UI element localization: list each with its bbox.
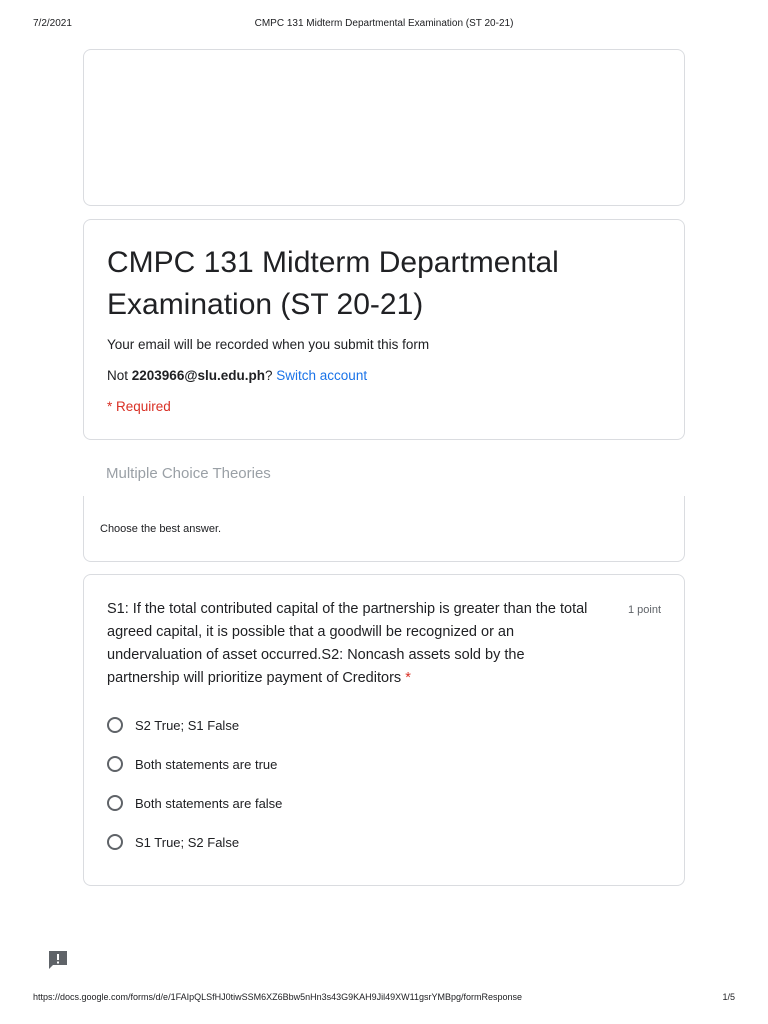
radio-button[interactable] <box>107 717 123 733</box>
option-label: Both statements are true <box>135 756 278 772</box>
required-note: * Required <box>107 399 171 414</box>
option-1[interactable] <box>107 715 239 735</box>
option-2[interactable] <box>107 754 277 774</box>
account-prefix: Not <box>107 368 132 383</box>
account-suffix: ? <box>265 368 273 383</box>
section-description: Choose the best answer. <box>100 523 222 535</box>
required-asterisk: * <box>405 670 411 686</box>
account-line <box>107 368 367 383</box>
radio-button[interactable] <box>107 795 123 811</box>
radio-button[interactable] <box>107 756 123 772</box>
print-url: https://docs.google.com/forms/d/e/1FAIpQLSfHJ0tiwSSM6XZ6Bbw5nHn3s43G9KAH9Jil49XW11gsrYMBpg/formResponse <box>33 992 523 1002</box>
option-label: Both statements are false <box>135 795 283 811</box>
section-description-card <box>83 496 685 562</box>
option-3[interactable] <box>107 793 282 813</box>
question-body: S1: If the total contributed capital of the partnership is greater than the total agreed capital, it is possible that a goodwill be recognized or an undervaluation of asset occurred.S2: Noncash assets sold by the partnership will prioritize payment of Creditors <box>107 601 588 686</box>
form-title: CMPC 131 Midterm Departmental Examination (ST 20-21) <box>107 246 559 321</box>
feedback-icon[interactable] <box>47 950 69 970</box>
question-card <box>83 574 685 886</box>
print-page-number: 1/5 <box>722 992 735 1002</box>
question-text <box>107 598 597 690</box>
option-4[interactable] <box>107 832 239 852</box>
section-title: Multiple Choice Theories <box>106 465 271 482</box>
form-title-card <box>83 219 685 440</box>
print-title: CMPC 131 Midterm Departmental Examination (ST 20-21) <box>254 18 514 29</box>
option-label: S1 True; S2 False <box>135 834 240 850</box>
option-label: S2 True; S1 False <box>135 717 240 733</box>
email-note: Your email will be recorded when you submit this form <box>107 337 430 352</box>
print-header <box>0 18 768 32</box>
account-email: 2203966@slu.edu.ph <box>131 368 265 383</box>
question-points: 1 point <box>627 604 661 616</box>
radio-button[interactable] <box>107 834 123 850</box>
print-date: 7/2/2021 <box>33 18 72 29</box>
header-banner <box>83 49 685 206</box>
switch-account-link[interactable]: Switch account <box>276 368 368 383</box>
